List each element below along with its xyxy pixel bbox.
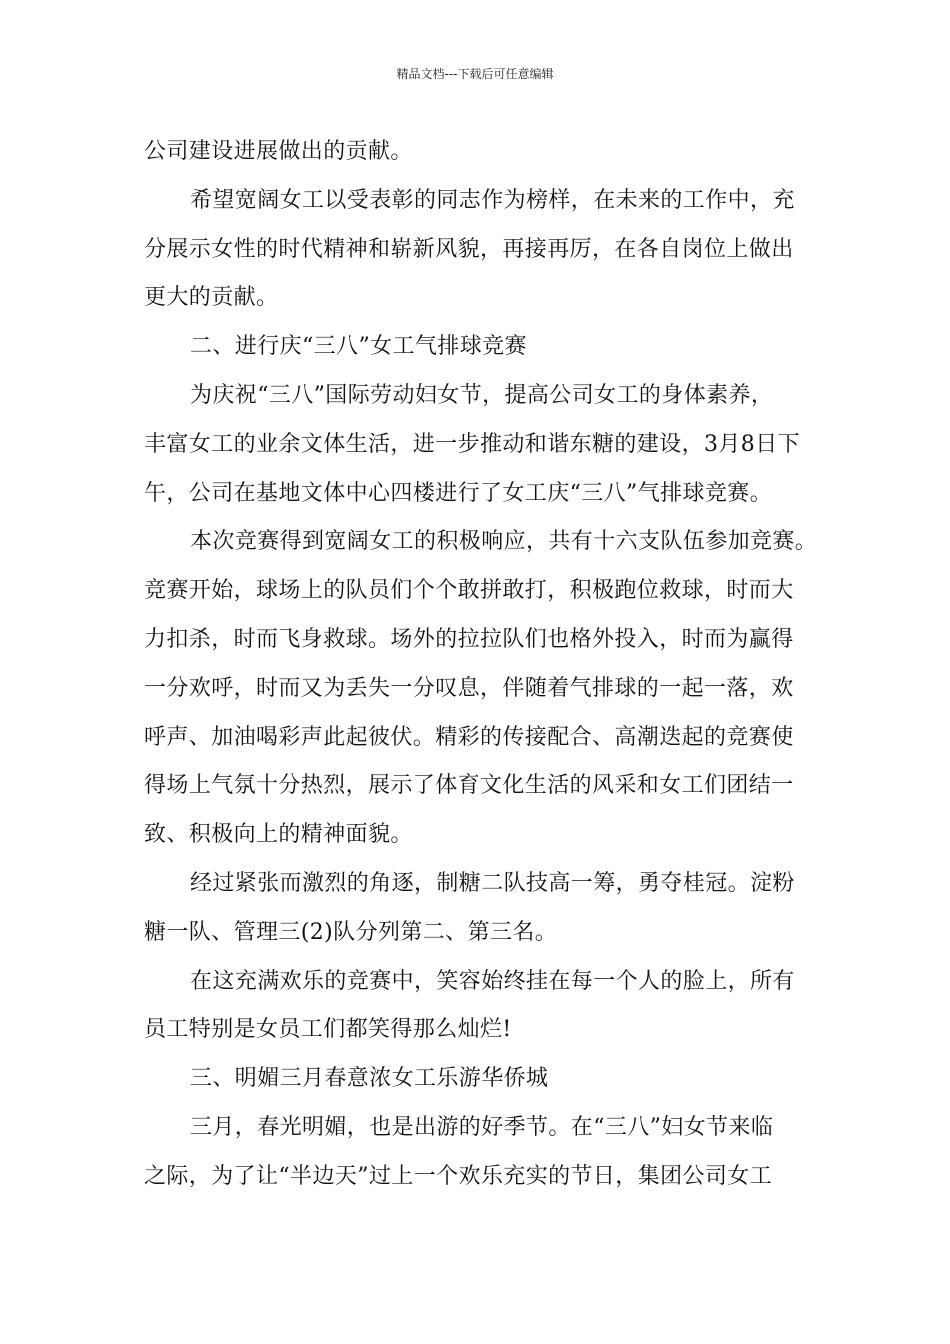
paragraph (144, 372, 824, 518)
text-line: 本次竞赛得到宽阔女工的积极响应，共有十六支队伍参加竞赛。 (190, 529, 818, 555)
paragraph (144, 1104, 824, 1202)
text-line: 希望宽阔女工以受表彰的同志作为榜样，在未来的工作中，充 (190, 187, 795, 213)
paragraph (144, 177, 824, 323)
text-line: 三月，春光明媚，也是出游的好季节。在“三八”妇女节来临 (190, 1114, 774, 1140)
paragraph (144, 860, 824, 958)
text-line: 经过紧张而激烈的角逐，制糖二队技高一筹，勇夺桂冠。淀粉 (190, 870, 795, 896)
text-line: 二、进行庆“三八”女工气排球竞赛 (190, 334, 527, 360)
document-body (144, 128, 824, 1202)
paragraph (144, 958, 824, 1056)
text-line: 在这充满欢乐的竞赛中，笑容始终挂在每一个人的脸上，所有 (190, 968, 795, 994)
text-line: 力扣杀，时而飞身救球。场外的拉拉队们也格外投入，时而为赢得 (144, 626, 794, 652)
text-line: 竞赛开始，球场上的队员们个个敢拼敢打，积极跑位救球，时而大 (144, 578, 794, 604)
text-line: 三、明媚三月春意浓女工乐游华侨城 (190, 1066, 549, 1092)
text-line: 公司建设进展做出的贡献。 (144, 139, 413, 164)
page-header: 精品文档---下载后可任意编辑 (396, 67, 554, 81)
text-line: 得场上气氛十分热烈，展示了体育文化生活的风采和女工们团结一 (144, 773, 794, 799)
text-line: 呼声、加油喝彩声此起彼伏。精彩的传接配合、高潮迭起的竞赛使 (144, 724, 794, 750)
text-line: 午，公司在基地文体中心四楼进行了女工庆“三八”气排球竞赛。 (144, 480, 773, 506)
text-line: 糖一队、管理三(2)队分列第二、第三名。 (144, 919, 558, 945)
text-line: 致、积极向上的精神面貌。 (144, 822, 413, 848)
text-line: 更大的贡献。 (144, 285, 279, 311)
text-line: 丰富女工的业余文体生活，进一步推动和谐东糖的建设，3月8日下 (144, 431, 800, 457)
paragraph (144, 1055, 824, 1104)
text-line: 一分欢呼，时而又为丢失一分叹息，伴随着气排球的一起一落，欢 (144, 675, 794, 701)
text-line: 分展示女性的时代精神和崭新风貌，再接再厉，在各自岗位上做出 (144, 236, 794, 262)
text-line: 为庆祝“三八”国际劳动妇女节，提高公司女工的身体素养， (190, 382, 774, 408)
paragraph (144, 323, 824, 372)
paragraph (144, 518, 824, 860)
paragraph (144, 128, 824, 177)
text-line: 员工特别是女员工们都笑得那么灿烂! (144, 1017, 512, 1043)
text-line: 之际，为了让“半边天”过上一个欢乐充实的节日，集团公司女工 (144, 1163, 773, 1189)
